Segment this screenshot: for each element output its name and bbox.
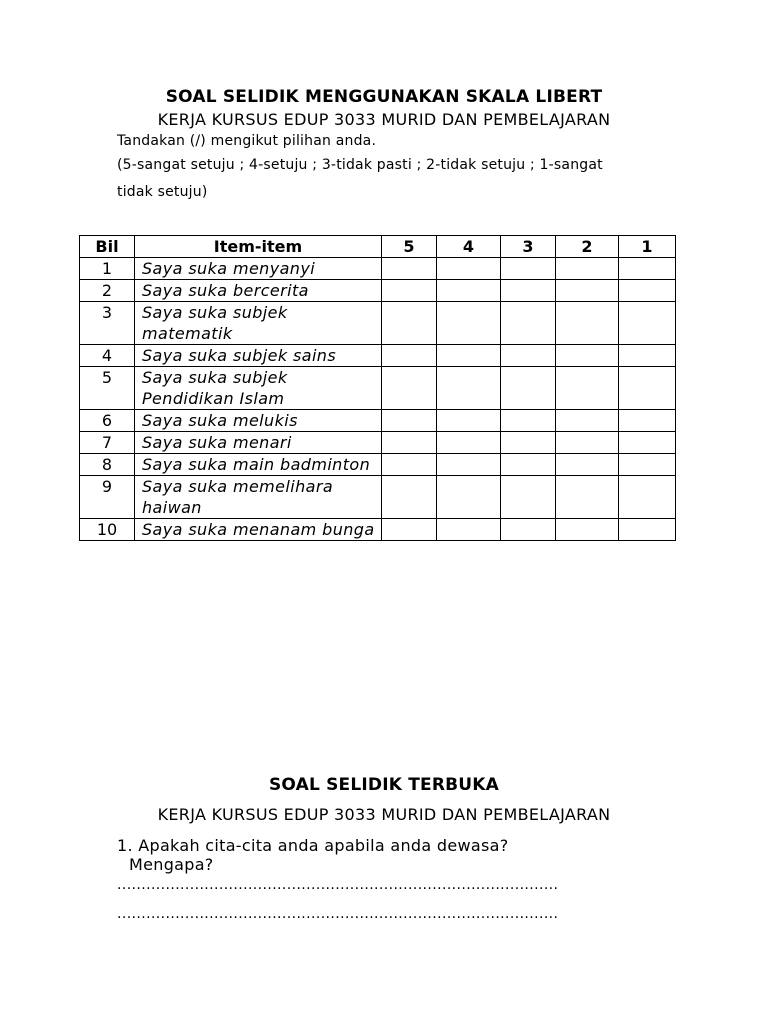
rating-cell-3[interactable] [501, 367, 556, 410]
rating-cell-3[interactable] [501, 410, 556, 432]
scale-note-line1: (5-sangat setuju ; 4-setuju ; 3-tidak pasti ; 2-tidak setuju ; 1-sangat [117, 157, 603, 173]
column-header: 1 [619, 236, 676, 258]
row-number: 2 [80, 280, 135, 302]
item-statement: Saya suka memelihara haiwan [135, 476, 382, 519]
table-row [80, 280, 676, 302]
rating-cell-1[interactable] [619, 280, 676, 302]
rating-cell-2[interactable] [556, 345, 619, 367]
item-statement: Saya suka menari [135, 432, 382, 454]
rating-cell-5[interactable] [382, 519, 437, 541]
rating-cell-4[interactable] [437, 258, 501, 280]
rating-cell-5[interactable] [382, 302, 437, 345]
item-statement: Saya suka bercerita [135, 280, 382, 302]
rating-cell-1[interactable] [619, 454, 676, 476]
rating-cell-3[interactable] [501, 345, 556, 367]
item-statement: Saya suka subjek sains [135, 345, 382, 367]
row-number: 1 [80, 258, 135, 280]
rating-cell-4[interactable] [437, 454, 501, 476]
rating-cell-1[interactable] [619, 519, 676, 541]
rating-cell-2[interactable] [556, 476, 619, 519]
rating-cell-4[interactable] [437, 302, 501, 345]
question-1-line2: Mengapa? [129, 855, 214, 874]
column-header: 2 [556, 236, 619, 258]
rating-cell-4[interactable] [437, 519, 501, 541]
table-row [80, 476, 676, 519]
survey-title: SOAL SELIDIK MENGGUNAKAN SKALA LIBERT [165, 87, 603, 107]
rating-cell-4[interactable] [437, 410, 501, 432]
rating-cell-3[interactable] [501, 476, 556, 519]
item-statement: Saya suka menanam bunga [135, 519, 382, 541]
rating-cell-1[interactable] [619, 345, 676, 367]
rating-cell-1[interactable] [619, 302, 676, 345]
row-number: 6 [80, 410, 135, 432]
rating-cell-5[interactable] [382, 432, 437, 454]
rating-cell-2[interactable] [556, 367, 619, 410]
rating-cell-5[interactable] [382, 476, 437, 519]
column-header: Item-item [135, 236, 382, 258]
table-row [80, 367, 676, 410]
item-statement: Saya suka menyanyi [135, 258, 382, 280]
instruction-text: Tandakan (/) mengikut pilihan anda. [117, 133, 377, 149]
rating-cell-2[interactable] [556, 410, 619, 432]
table-row [80, 258, 676, 280]
rating-cell-2[interactable] [556, 302, 619, 345]
rating-cell-4[interactable] [437, 345, 501, 367]
rating-cell-2[interactable] [556, 280, 619, 302]
rating-cell-1[interactable] [619, 258, 676, 280]
open-survey-subtitle: KERJA KURSUS EDUP 3033 MURID DAN PEMBELAJARAN [157, 805, 611, 824]
item-statement: Saya suka subjek Pendidikan Islam [135, 367, 382, 410]
rating-cell-3[interactable] [501, 302, 556, 345]
column-header: 4 [437, 236, 501, 258]
likert-table [79, 235, 676, 541]
answer-line-1[interactable]: ........................................................................................... [117, 877, 559, 893]
table-row [80, 432, 676, 454]
rating-cell-1[interactable] [619, 410, 676, 432]
rating-cell-2[interactable] [556, 519, 619, 541]
rating-cell-3[interactable] [501, 519, 556, 541]
column-header: 5 [382, 236, 437, 258]
row-number: 9 [80, 476, 135, 519]
rating-cell-5[interactable] [382, 258, 437, 280]
rating-cell-5[interactable] [382, 410, 437, 432]
rating-cell-3[interactable] [501, 280, 556, 302]
answer-line-2[interactable]: ........................................................................................... [117, 906, 559, 922]
open-survey-title: SOAL SELIDIK TERBUKA [268, 775, 500, 795]
row-number: 10 [80, 519, 135, 541]
rating-cell-4[interactable] [437, 367, 501, 410]
table-row [80, 410, 676, 432]
item-statement: Saya suka main badminton [135, 454, 382, 476]
row-number: 3 [80, 302, 135, 345]
row-number: 7 [80, 432, 135, 454]
rating-cell-5[interactable] [382, 280, 437, 302]
rating-cell-4[interactable] [437, 432, 501, 454]
table-header-row [80, 236, 676, 258]
rating-cell-1[interactable] [619, 432, 676, 454]
question-1-line1: 1. Apakah cita-cita anda apabila anda dewasa? [117, 836, 509, 855]
rating-cell-4[interactable] [437, 280, 501, 302]
table-row [80, 454, 676, 476]
rating-cell-4[interactable] [437, 476, 501, 519]
table-body [80, 258, 676, 541]
row-number: 4 [80, 345, 135, 367]
rating-cell-1[interactable] [619, 367, 676, 410]
table-row [80, 519, 676, 541]
column-header: Bil [80, 236, 135, 258]
rating-cell-3[interactable] [501, 258, 556, 280]
row-number: 8 [80, 454, 135, 476]
column-header: 3 [501, 236, 556, 258]
table-row [80, 345, 676, 367]
rating-cell-5[interactable] [382, 454, 437, 476]
row-number: 5 [80, 367, 135, 410]
item-statement: Saya suka subjek matematik [135, 302, 382, 345]
course-subtitle: KERJA KURSUS EDUP 3033 MURID DAN PEMBELAJARAN [157, 110, 611, 129]
item-statement: Saya suka melukis [135, 410, 382, 432]
table-row [80, 302, 676, 345]
rating-cell-2[interactable] [556, 454, 619, 476]
rating-cell-3[interactable] [501, 432, 556, 454]
rating-cell-3[interactable] [501, 454, 556, 476]
rating-cell-2[interactable] [556, 432, 619, 454]
scale-note-line2: tidak setuju) [117, 184, 208, 200]
rating-cell-5[interactable] [382, 367, 437, 410]
rating-cell-2[interactable] [556, 258, 619, 280]
rating-cell-1[interactable] [619, 476, 676, 519]
rating-cell-5[interactable] [382, 345, 437, 367]
